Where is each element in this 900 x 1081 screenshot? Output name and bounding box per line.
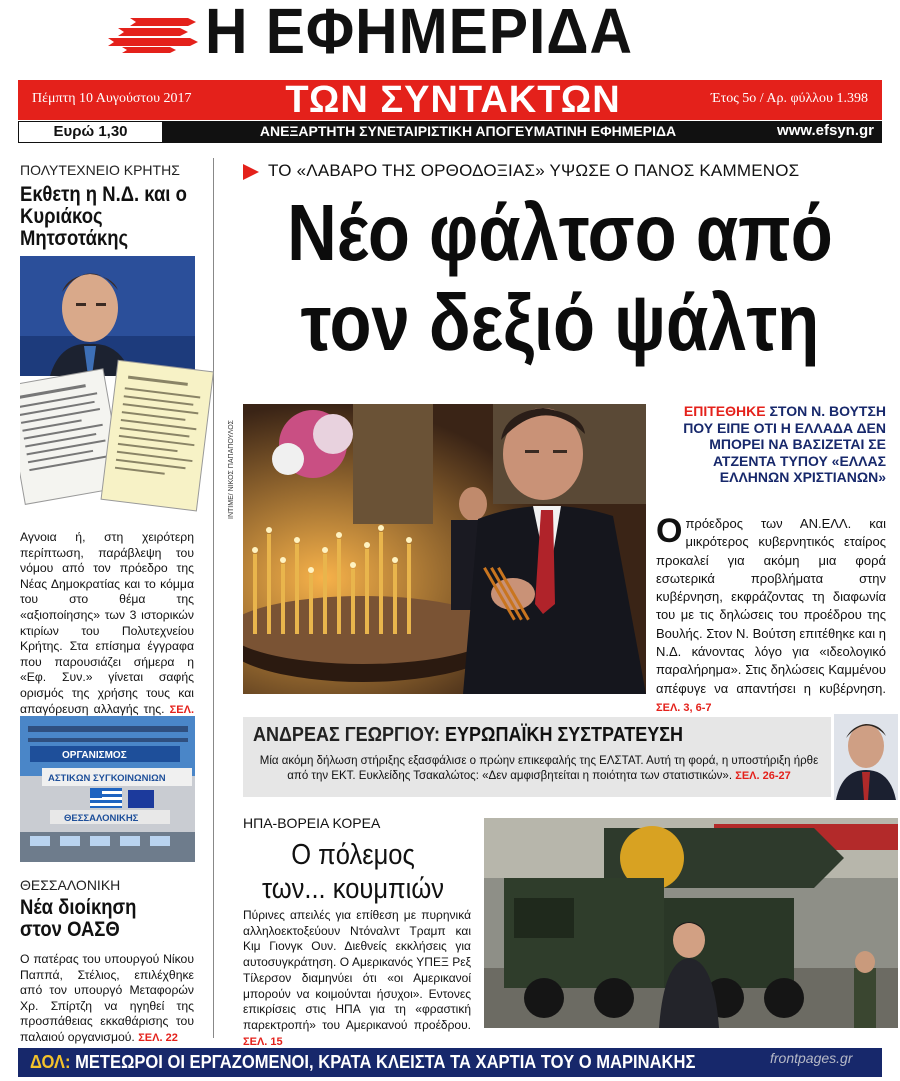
main-body — [656, 512, 886, 717]
masthead-red-bar — [18, 80, 882, 120]
georgiou-body — [253, 754, 825, 784]
kicker-arrow-icon — [243, 164, 259, 180]
georgiou-headline[interactable] — [253, 724, 683, 747]
main-kicker: ΤΟ «ΛΑΒΑΡΟ ΤΗΣ ΟΡΘΟΔΟΞΙΑΣ» ΥΨΩΣΕ Ο ΠΑΝΟΣ ΚΑΜΜΕΝΟΣ — [268, 161, 800, 180]
korea-kicker: ΗΠΑ-ΒΟΡΕΙΑ ΚΟΡΕΑ — [243, 815, 381, 831]
main-headline-line2: τον δεξιό ψάλτη — [300, 278, 820, 367]
masthead-title: Η ΕΦΗΜΕΡΙΔΑ — [205, 0, 633, 67]
main-headline-line1: Νέο φάλτσο από — [287, 188, 833, 277]
left1-page-ref[interactable]: ΣΕΛ. — [169, 703, 195, 716]
issue-date: Πέμπτη 10 Αυγούστου 2017 — [32, 91, 192, 106]
website-link[interactable]: www.efsyn.gr — [777, 122, 874, 139]
oasth-building-image — [20, 716, 195, 862]
photo-credit: INTIME/ ΝΙΚΟΣ ΠΑΠΑΠΟΥΛΟΣ — [228, 420, 235, 519]
bottom-banner-text — [30, 1052, 695, 1073]
korea-headline[interactable]: Ο πόλεμος των... κουμπιών — [261, 839, 445, 905]
main-subhead-red: ΕΠΙΤΕΘΗΚΕ — [683, 403, 766, 419]
watermark: frontpages.gr — [770, 1050, 853, 1066]
masthead-subtitle: ΤΩΝ ΣΥΝΤΑΚΤΩΝ — [285, 79, 621, 121]
masthead-arrows-icon — [100, 14, 200, 54]
korea-page-ref[interactable]: ΣΕΛ. 15 — [243, 1035, 283, 1048]
georgiou-name: ΑΝΔΡΕΑΣ ΓΕΩΡΓΙΟΥ: — [253, 724, 441, 746]
left2-kicker: ΘΕΣΣΑΛΟΝΙΚΗ — [20, 877, 121, 893]
sign-line3: ΘΕΣΣΑΛΟΝΙΚΗΣ — [64, 813, 139, 824]
bottom-banner-headline: ΜΕΤΕΩΡΟΙ ΟΙ ΕΡΓΑΖΟΜΕΝΟΙ, ΚΡΑΤΑ ΚΛΕΙΣΤΑ ΤΑ ΧΑΡΤΙΑ ΤΟΥ Ο ΜΑΡΙΝΑΚΗΣ — [70, 1052, 696, 1072]
georgiou-title: ΕΥΡΩΠΑΪΚΗ ΣΥΣΤΡΑΤΕΥΣΗ — [440, 724, 684, 746]
left1-body-text: Αγνοια ή, στη χειρότερη περίπτωση, παράβλεψη του νόμου από τον πρόεδρο της Νέας Δημοκρατίας και το κόμμα του στο θέμα της «αξιοποίησης» των 3 ιστορικών κτιρίων του Πολυτεχνείου Κρήτης. Στα επίσημα έγγραφα που παρουσιάζει σήμερα η «Εφ. Συν.» γίνεται σαφής ορισμός της χρήσης τους και απαγόρευση αλλαγής της. — [20, 530, 194, 716]
main-headline[interactable] — [272, 188, 848, 368]
main-subhead-rest: ΣΤΟΝ Ν. ΒΟΥΤΣΗ ΠΟΥ ΕΙΠΕ ΟΤΙ Η ΕΛΛΑΔΑ ΔΕΝ ΜΠΟΡΕΙ ΝΑ ΒΑΣΙΖΕΤΑΙ ΣΕ ΑΤΖΕΝΤΑ ΤΥΠΟΥ «ΕΛΛΑΣ ΕΛΛΗΝΩΝ ΧΡΙΣΤΙΑΝΩΝ» — [683, 403, 886, 485]
left2-page-ref[interactable]: ΣΕΛ. 22 — [138, 1031, 178, 1044]
bottom-banner-label: ΔΟΛ: — [30, 1052, 71, 1072]
masthead-black-bar — [18, 121, 882, 143]
main-page-ref[interactable]: ΣΕΛ. 3, 6-7 — [656, 701, 712, 714]
kim-missile-photo — [484, 818, 898, 1028]
main-body-text: πρόεδρος των ΑΝ.ΕΛΛ. και μικρότερος κυβερνητικός εταίρος προκαλεί για ακόμη μια φορά εσωτερικά προβλήματα στην κυβέρνηση, εκφράζοντας τη διαφωνία του με τις δηλώσεις του προέδρου της Βουλής. Στον Ν. Βούτση επιτέθηκε και η Ν.Δ. κάνοντας λόγο για «ιδεολογικό παραλήρημα». Στις δηλώσεις Καμμένου απέφυγε να απαντήσει η κυβέρνηση. — [656, 516, 886, 696]
left2-body-text: Ο πατέρας του υπουργού Νίκου Παππά, Στέλιος, επιλέχθηκε από τον υπουργό Μεταφορών Χρ. Σπίρτζη να ηγηθεί της προσπάθειας εκκαθάρισης του παλαιού οργανισμού. — [20, 952, 194, 1044]
left1-headline[interactable]: Εκθετη η Ν.Δ. και ο Κυριάκος Μητσοτάκης — [20, 183, 187, 250]
georgiou-page-ref[interactable]: ΣΕΛ. 26-27 — [735, 770, 791, 782]
sign-line2: ΑΣΤΙΚΩΝ ΣΥΓΚΟΙΝΩΝΙΩΝ — [48, 773, 166, 784]
georgiou-body-text: Μία ακόμη δήλωση στήριξης εξασφάλισε ο πρώην επικεφαλής της ΕΛΣΤΑΤ. Αυτή τη φορά, η υποστήριξη ήρθε από την ΕΚΤ. Ευκλείδης Τσακαλώτος: «Δεν αμφισβητείται η ποιότητα των στατιστικών». — [259, 755, 819, 782]
mitsotakis-documents-image — [20, 256, 214, 522]
korea-body — [243, 908, 471, 1050]
left1-body — [20, 530, 194, 735]
sign-line1: ΟΡΓΑΝΙΣΜΟΣ — [62, 750, 127, 761]
korea-body-text: Πύρινες απειλές για επίθεση με πυρηνικά αλληλοεκτοξεύουν Ντόναλντ Τραμπ και Κιμ Γιονγκ Ουν. Διεθνείς εκκλήσεις για αυτοσυγκράτηση. Ο Αμερικανός ΥΠΕΞ Ρεξ Τίλερσον διαμηνύει ότι «οι Αμερικανοί μπορούν να κοιμούνται ήσυχοι». Εντονες επικρίσεις στις ΗΠΑ για τη «φραστική παρεκτροπή» του Αμερικανού προέδρου. — [243, 908, 471, 1032]
main-dropcap: Ο — [656, 512, 683, 550]
issue-number: Έτος 5ο / Αρ. φύλλου 1.398 — [710, 91, 868, 106]
main-subhead — [656, 403, 886, 486]
left2-headline[interactable]: Νέα διοίκηση στον ΟΑΣΘ — [20, 896, 137, 941]
left1-kicker: ΠΟΛΥΤΕΧΝΕΙΟ ΚΡΗΤΗΣ — [20, 162, 180, 178]
kammenos-church-photo — [243, 404, 646, 694]
slogan: ΑΝΕΞΑΡΤΗΤΗ ΣΥΝΕΤΑΙΡΙΣΤΙΚΗ ΑΠΟΓΕΥΜΑΤΙΝΗ ΕΦΗΜΕΡΙΔΑ — [259, 123, 677, 139]
bottom-banner[interactable] — [18, 1048, 882, 1077]
left2-body — [20, 952, 194, 1047]
price: Ευρώ 1,30 — [18, 121, 163, 143]
georgiou-portrait — [834, 714, 898, 800]
